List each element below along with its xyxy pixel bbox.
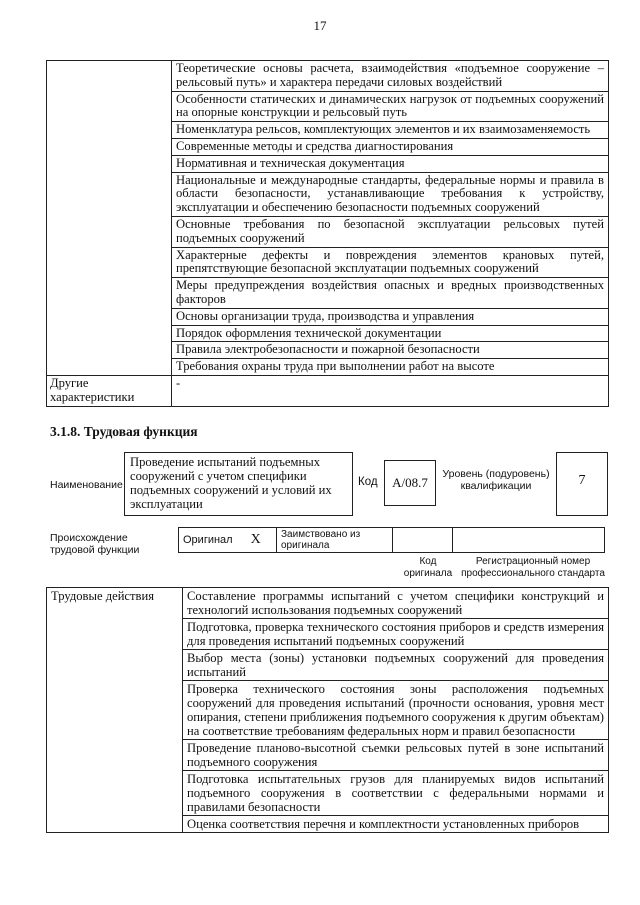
original-mark: X [250,532,261,547]
requirement-item: Номенклатура рельсов, комплектующих элементов и их взаимозаменяемость [172,122,609,139]
table-row [47,588,609,619]
function-code-label: Код [358,476,378,488]
labor-action-item: Подготовка, проверка технического состояния приборов и средств измерения для проведения испытаний подъемных сооружений [183,619,609,650]
labor-action-item: Выбор места (зоны) установки подъемных сооружений для проведения испытаний [183,650,609,681]
qualification-level-label: Уровень (подуровень) квалификации [442,468,550,492]
labor-action-item: Оценка соответствия перечня и комплектности установленных приборов [183,816,609,833]
function-name-label: Наименование [50,479,123,491]
requirement-item: Теоретические основы расчета, взаимодействия «подъемное сооружение – рельсовый путь» и характера передачи силовых воздействий [172,61,609,92]
original-code-caption: Код оригинала [403,556,453,579]
labor-action-item: Проверка технического состояния зоны расположения подъемных сооружений для проведения испытаний (прочности основания, уровня мест опирания, степени приближения подъемного сооружения к другим объектам) на соответствие требованиям федеральных норм и правил безопасности [183,681,609,740]
labor-actions-table [46,587,609,833]
function-code: A/08.7 [384,460,436,506]
other-characteristics-label: Другие характеристики [47,375,172,406]
requirement-item: Национальные и международные стандарты, федеральные нормы и правила в области безопасности, устанавливающие требования к устройству, эксплуатации и обеспечению безопасности подъемных сооружений [172,172,609,216]
section-heading: 3.1.8. Трудовая функция [50,424,198,439]
function-origin-label: Происхождение трудовой функции [50,532,140,556]
requirement-item: Порядок оформления технической документации [172,325,609,342]
requirement-item: Особенности статических и динамических нагрузок от подъемных сооружений на опорные конструкции и рельсовый путь [172,91,609,122]
requirement-item: Характерные дефекты и повреждения элементов крановых путей, препятствующие безопасной эксплуатации подъемных сооружений [172,247,609,278]
requirement-item: Основные требования по безопасной эксплуатации рельсовых путей подъемных сооружений [172,216,609,247]
labor-action-item: Проведение планово-высотной съемки рельсовых путей в зоне испытаний подъемного сооружения [183,740,609,771]
original-label: Оригинал [183,534,233,546]
labor-action-item: Подготовка испытательных грузов для планируемых видов испытаний подъемного сооружения в соответствии с федеральными нормами и правилами безопасности [183,771,609,816]
other-characteristics-value: - [172,375,609,406]
requirement-item: Меры предупреждения воздействия опасных и вредных производственных факторов [172,278,609,309]
table-row [47,375,609,406]
function-name: Проведение испытаний подъемных сооружений с учетом специфики подъемных сооружений и условий их эксплуатации [124,452,353,516]
registration-number-caption: Регистрационный номер профессионального стандарта [461,556,605,579]
borrowed-label: Заимствовано из оригинала [277,528,393,553]
qualification-level: 7 [556,452,608,516]
requirement-item: Правила электробезопасности и пожарной безопасности [172,342,609,359]
page-number: 17 [313,18,327,33]
requirement-item: Требования охраны труда при выполнении работ на высоте [172,359,609,376]
table-row [47,61,609,92]
table-row [179,528,605,553]
labor-actions-label: Трудовые действия [47,588,183,833]
labor-action-item: Составление программы испытаний с учетом специфики конструкций и технологий использования подъемных сооружений [183,588,609,619]
original-code-cell [393,528,453,553]
origin-table [178,527,605,553]
original-cell [179,528,277,553]
knowledge-label-cell [47,61,172,376]
requirement-item: Современные методы и средства диагностирования [172,138,609,155]
requirement-item: Нормативная и техническая документация [172,155,609,172]
knowledge-table [46,60,609,407]
requirement-item: Основы организации труда, производства и управления [172,308,609,325]
registration-number-cell [453,528,605,553]
